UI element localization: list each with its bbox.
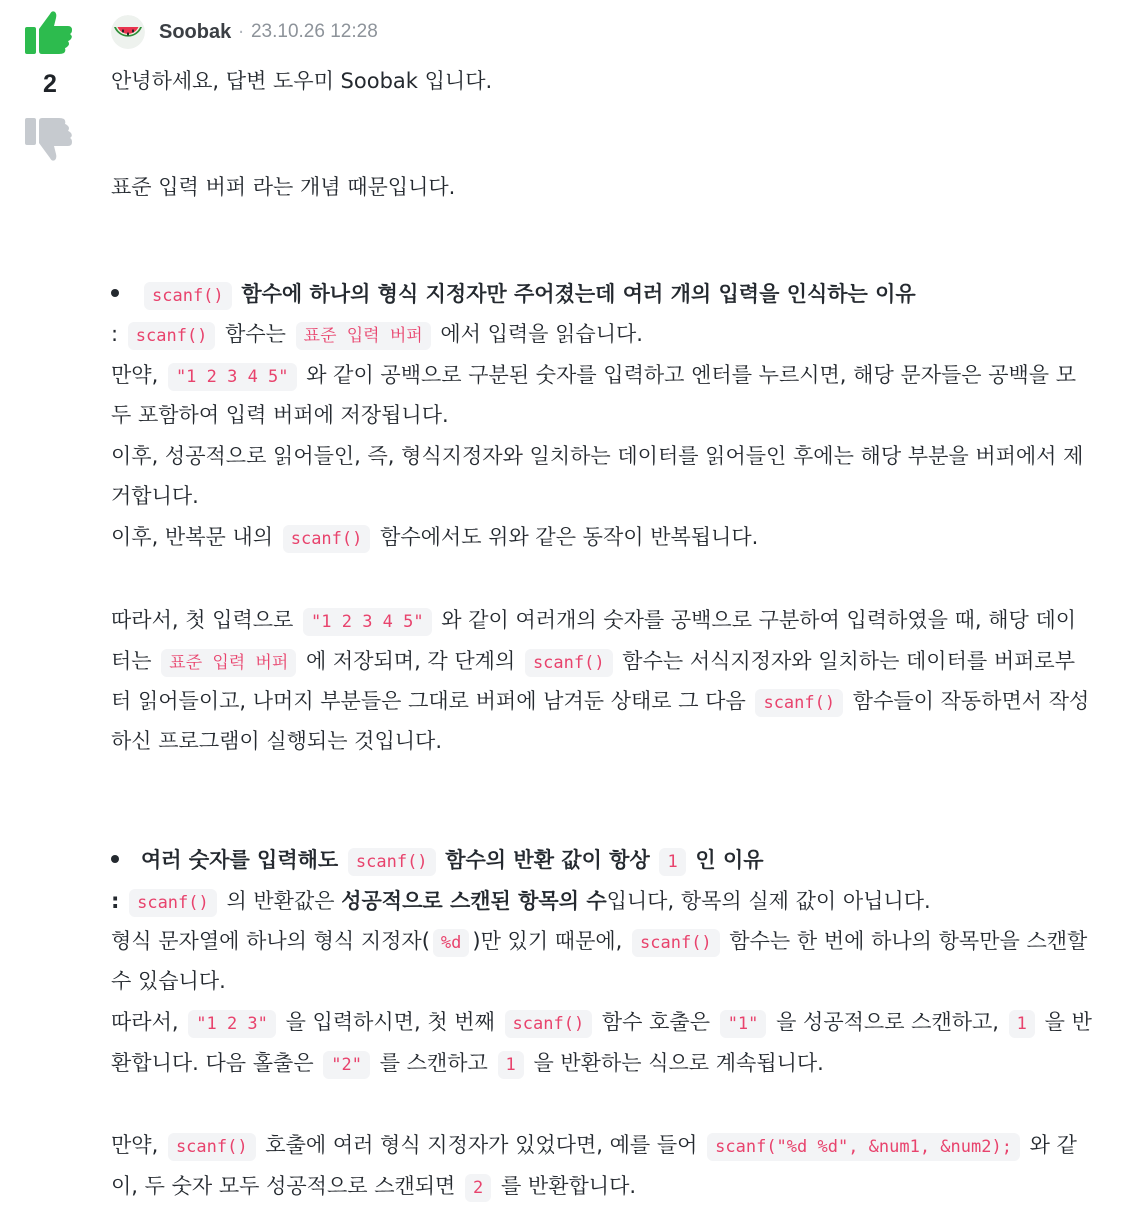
text: 에 저장되며, 각 단계의 (305, 649, 516, 673)
text: 을 성공적으로 스캔하고, (776, 1010, 999, 1034)
inline-code: "2" (323, 1051, 370, 1079)
inline-code: scanf("%d %d", &num1, &num2); (707, 1133, 1020, 1161)
reason-text: 표준 입력 버퍼 라는 개념 때문입니다. (111, 175, 456, 199)
paragraph-line: 이후, 성공적으로 읽어들인, 즉, 형식지정자와 일치하는 데이터를 읽어들인 후에는 해당 부분을 버퍼에서 제 (111, 444, 1084, 468)
text: 을 반환하는 식으로 계속됩니다. (533, 1051, 824, 1075)
author-header (111, 12, 378, 52)
text: 와 같이 공백으로 구분된 숫자를 입력하고 엔터를 누르시면, 해당 문자들은 공백을 모 (306, 363, 1077, 387)
inline-code: scanf() (525, 649, 613, 677)
text: 와 같이 여러개의 숫자를 공백으로 구분하여 입력하였을 때, 해당 데이 (441, 608, 1077, 632)
text: 입니다, 항목의 실제 값이 아닙니다. (606, 889, 931, 913)
inline-code: 1 (498, 1051, 524, 1079)
text: 함수는 한 번에 하나의 항목만을 스캔할 (729, 929, 1088, 953)
post-date: 23.10.26 12:28 (250, 21, 378, 42)
inline-code: "1 2 3 4 5" (303, 608, 432, 636)
text: 터는 (111, 649, 152, 673)
thumbs-down-icon[interactable] (24, 116, 74, 164)
inline-code: scanf() (129, 889, 217, 917)
text: 에서 입력을 읽습니다. (440, 322, 643, 346)
inline-code: scanf() (128, 322, 216, 350)
vote-count: 2 (43, 70, 57, 98)
text: 함수 호출은 (601, 1010, 710, 1034)
text: 함수는 서식지정자와 일치하는 데이터를 버퍼로부 (622, 649, 1075, 673)
inline-code: "1 2 3" (188, 1010, 276, 1038)
paragraph-line (111, 605, 1076, 637)
text: 함수에서도 위와 같은 동작이 반복됩니다. (380, 525, 759, 549)
text: 터 읽어들이고, 나머지 부분들은 그대로 버퍼에 남겨둔 상태로 그 다음 (111, 689, 746, 713)
paragraph-line (111, 522, 758, 554)
section1-heading (111, 279, 916, 311)
inline-code: scanf() (755, 689, 843, 717)
section2-heading (111, 845, 764, 877)
inline-code: "1 2 3 4 5" (168, 363, 297, 391)
text: 만약, (111, 1133, 159, 1157)
text: )만 있기 때문에, (472, 929, 623, 953)
text: 형식 문자열에 하나의 형식 지정자( (111, 929, 430, 953)
inline-code: 1 (659, 848, 685, 876)
paragraph-line (111, 1130, 1077, 1162)
inline-code: scanf() (348, 848, 436, 876)
paragraph-line: 거합니다. (111, 484, 199, 508)
paragraph-line (111, 360, 1076, 392)
paragraph-line (111, 646, 1075, 678)
inline-code: scanf() (505, 1010, 593, 1038)
thumbs-up-icon[interactable] (24, 8, 74, 56)
text: 만약, (111, 363, 159, 387)
meta-separator: · (238, 21, 244, 43)
text: 를 반환합니다. (500, 1174, 637, 1198)
bold-text: 성공적으로 스캔된 항목의 수 (341, 889, 607, 913)
bullet-dot (111, 289, 119, 297)
paragraph-line (111, 1048, 824, 1080)
paragraph-line: 하신 프로그램이 실행되는 것입니다. (111, 729, 442, 753)
inline-code: scanf() (168, 1133, 256, 1161)
watermelon-avatar[interactable] (111, 15, 145, 49)
paragraph-line (111, 1007, 1092, 1039)
paragraph-line (111, 686, 1089, 718)
colon: : (111, 889, 120, 913)
text: 따라서, (111, 1010, 179, 1034)
inline-code: %d (433, 929, 469, 957)
text: 함수들이 작동하면서 작성 (852, 689, 1090, 713)
text: 함수의 반환 값이 항상 (445, 848, 650, 872)
paragraph-line (111, 886, 931, 918)
text: 호출에 여러 형식 지정자가 있었다면, 예를 들어 (265, 1133, 698, 1157)
text: 이, 두 숫자 모두 성공적으로 스캔되면 (111, 1174, 456, 1198)
paragraph-line: 수 있습니다. (111, 969, 226, 993)
text: 을 입력하시면, 첫 번째 (285, 1010, 495, 1034)
inline-code: scanf() (144, 282, 232, 310)
paragraph-line (111, 319, 643, 351)
text: 을 반 (1044, 1010, 1092, 1034)
inline-code: "1" (720, 1010, 767, 1038)
inline-code: 1 (1009, 1010, 1035, 1038)
paragraph-line: 두 포함하여 입력 버퍼에 저장됩니다. (111, 403, 449, 427)
greeting-text: 안녕하세요, 답변 도우미 Soobak 입니다. (111, 69, 493, 93)
text: 인 이유 (695, 848, 764, 872)
text: 환합니다. 다음 홀출은 (111, 1051, 314, 1075)
text: 함수는 (225, 322, 286, 346)
paragraph-line (111, 1171, 636, 1203)
section1-title: 함수에 하나의 형식 지정자만 주어졌는데 여러 개의 입력을 인식하는 이유 (241, 282, 916, 306)
paragraph-line (111, 926, 1087, 958)
author-name[interactable]: Soobak (159, 20, 232, 43)
inline-code: scanf() (632, 929, 720, 957)
colon: : (111, 322, 119, 346)
inline-code: 표준 입력 버퍼 (161, 649, 296, 677)
bullet-dot (111, 855, 119, 863)
text: 이후, 반복문 내의 (111, 525, 274, 549)
text: 의 반환값은 (226, 889, 335, 913)
text: 따라서, 첫 입력으로 (111, 608, 294, 632)
inline-code: 2 (465, 1174, 491, 1202)
text: 와 같 (1029, 1133, 1077, 1157)
text: 를 스캔하고 (379, 1051, 488, 1075)
text: 여러 숫자를 입력해도 (141, 848, 339, 872)
inline-code: 표준 입력 버퍼 (296, 322, 431, 350)
inline-code: scanf() (283, 525, 371, 553)
